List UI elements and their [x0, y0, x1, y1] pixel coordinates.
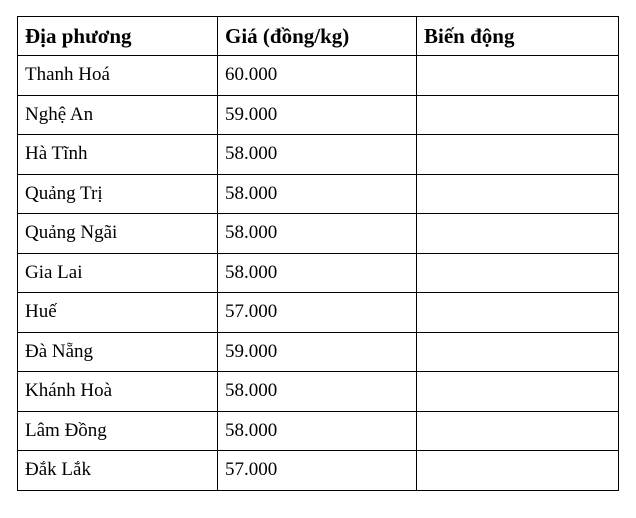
table-row — [18, 411, 619, 451]
cell-location: Quảng Ngãi — [18, 214, 218, 254]
cell-change — [417, 174, 619, 214]
cell-price: 57.000 — [218, 293, 417, 333]
cell-change — [417, 214, 619, 254]
cell-location: Lâm Đồng — [18, 411, 218, 451]
cell-change — [417, 135, 619, 175]
cell-price: 58.000 — [218, 135, 417, 175]
cell-price: 59.000 — [218, 95, 417, 135]
table-row — [18, 372, 619, 412]
cell-location: Hà Tĩnh — [18, 135, 218, 175]
cell-change — [417, 56, 619, 96]
table-row — [18, 293, 619, 333]
cell-price: 58.000 — [218, 214, 417, 254]
cell-location: Khánh Hoà — [18, 372, 218, 412]
table-row — [18, 332, 619, 372]
cell-change — [417, 451, 619, 491]
cell-location: Đà Nẵng — [18, 332, 218, 372]
table-body — [18, 56, 619, 491]
cell-location: Nghệ An — [18, 95, 218, 135]
cell-price: 58.000 — [218, 411, 417, 451]
cell-change — [417, 95, 619, 135]
header-row — [18, 17, 619, 56]
cell-location: Thanh Hoá — [18, 56, 218, 96]
cell-change — [417, 332, 619, 372]
table-row — [18, 451, 619, 491]
cell-price: 58.000 — [218, 174, 417, 214]
price-table — [17, 16, 619, 491]
header-price: Giá (đồng/kg) — [218, 17, 417, 56]
cell-change — [417, 293, 619, 333]
cell-change — [417, 372, 619, 412]
table-row — [18, 253, 619, 293]
cell-price: 60.000 — [218, 56, 417, 96]
cell-price: 57.000 — [218, 451, 417, 491]
cell-location: Gia Lai — [18, 253, 218, 293]
header-location: Địa phương — [18, 17, 218, 56]
cell-price: 59.000 — [218, 332, 417, 372]
cell-price: 58.000 — [218, 253, 417, 293]
cell-price: 58.000 — [218, 372, 417, 412]
cell-location: Quảng Trị — [18, 174, 218, 214]
table-header — [18, 17, 619, 56]
cell-location: Đắk Lắk — [18, 451, 218, 491]
table-row — [18, 95, 619, 135]
cell-change — [417, 253, 619, 293]
cell-location: Huế — [18, 293, 218, 333]
cell-change — [417, 411, 619, 451]
table-row — [18, 56, 619, 96]
table-row — [18, 135, 619, 175]
table-row — [18, 174, 619, 214]
header-change: Biến động — [417, 17, 619, 56]
table-row — [18, 214, 619, 254]
